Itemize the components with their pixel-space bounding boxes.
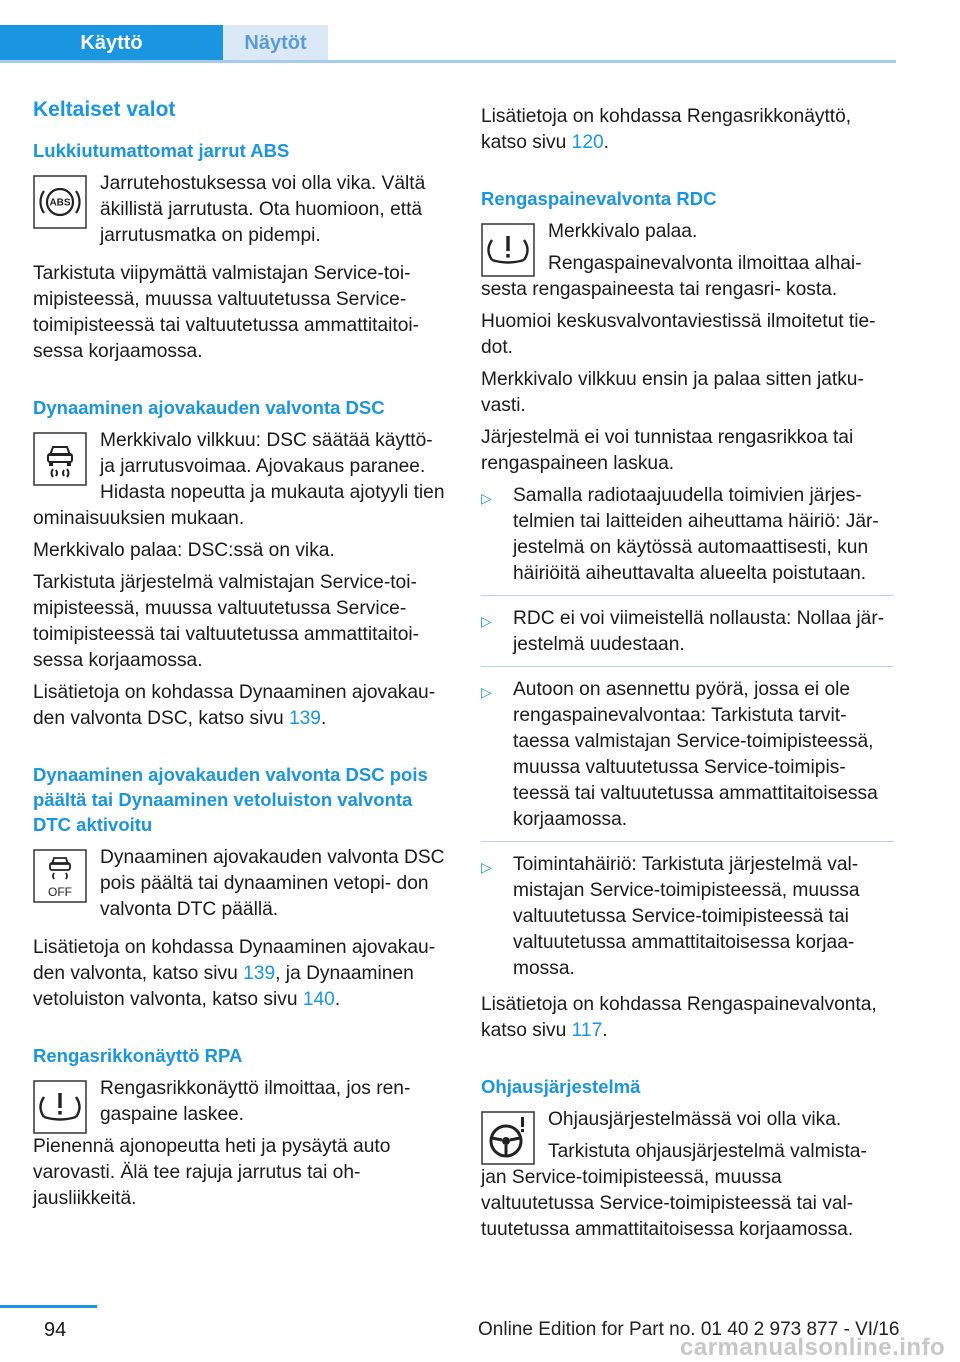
tab-kaytto[interactable]: Käyttö: [0, 25, 223, 61]
rpa-text: Rengasrikkonäyttö ilmoittaa, jos ren- gaspaine laskee.: [100, 1078, 411, 1125]
abs-service-text: Tarkistuta viipymättä valmistajan Service-toi- mipisteessä, muussa valtuutetussa Service- toimipisteessä tai valtuutetussa ammattitaitoi- sessa korjaamossa.: [33, 263, 420, 362]
header-divider: [0, 60, 896, 63]
svg-text:OFF: OFF: [48, 885, 72, 899]
dsc-off-warning: [33, 845, 446, 929]
rdc-text-3: Huomioi keskusvalvontaviestissä ilmoitetut tie- dot.: [481, 311, 876, 358]
dsc-off-text: Dynaaminen ajovakauden valvonta DSC pois päältä tai dynaaminen vetopi- don valvonta DTC päällä.: [100, 847, 445, 920]
list-item: ▷ Autoon on asennettu pyörä, jossa ei ole rengaspainevalvontaa: Tarkistuta tarvit- taessa valmistajan Service-toimipisteessä, muussa valtuutetussa Service-toimipis- teessä tai valtuutetussa ammattitaitoisessa korjaamossa.: [481, 677, 894, 842]
abs-heading: Lukkiutumattomat jarrut ABS: [33, 140, 290, 161]
rdc-heading: Rengaspainevalvonta RDC: [481, 188, 717, 209]
dsc-heading: Dynaaminen ajovakauden valvonta DSC: [33, 397, 385, 418]
dsc-off-more-info: Lisätietoja on kohdassa Dynaaminen ajovakau- den valvonta, katso sivu 139, ja Dynaaminen vetoluiston valvonta, katso sivu 140.: [33, 937, 436, 1010]
rpa-action-text: Pienennä ajonopeutta heti ja pysäytä auto varovasti. Älä tee rajuja jarrutus tai oh- jausliikkeitä.: [33, 1136, 391, 1209]
rdc-text-5: Järjestelmä ei voi tunnistaa rengasrikkoa tai rengaspaineen laskua.: [481, 427, 854, 474]
abs-warning-icon: [33, 175, 87, 229]
left-column: [33, 96, 446, 1218]
rdc-more-info: Lisätietoja on kohdassa Rengaspainevalvonta, katso sivu 117.: [481, 994, 877, 1041]
list-item: ▷ Toimintahäiriö: Tarkistuta järjestelmä val- mistajan Service-toimipisteessä, muussa valtuutetussa Service-toimipisteessä tai valtuutetussa ammattitaitoisessa korjaa- mossa.: [481, 854, 860, 979]
page-link-117[interactable]: 117: [571, 1020, 603, 1041]
page-link-120[interactable]: 120: [571, 132, 604, 153]
edition-text: Online Edition for Part no. 01 40 2 973 877 - VI/16: [478, 1319, 900, 1340]
tire-pressure-icon: [481, 223, 535, 277]
page-link-139[interactable]: 139: [243, 963, 276, 984]
header-tabs: [0, 25, 328, 61]
list-item: ▷ RDC ei voi viimeistellä nollausta: Nollaa jär- jestelmä uudestaan.: [481, 606, 894, 667]
abs-warning: [33, 171, 446, 255]
svg-text:ABS: ABS: [49, 197, 71, 209]
dsc-off-icon: [33, 849, 87, 903]
rdc-warning: [481, 219, 894, 303]
dsc-off-heading: Dynaaminen ajovakauden valvonta DSC pois päältä tai Dynaaminen vetoluiston valvonta DTC aktivoitu: [33, 764, 428, 835]
dsc-service-text: Tarkistuta järjestelmä valmistajan Service-toi- mipisteessä, muussa valtuutetussa Service- toimipisteessä tai valtuutetussa ammattitaitoi- sessa korjaamossa.: [33, 572, 420, 671]
page-number: 94: [44, 1319, 67, 1341]
tire-pressure-icon: [33, 1080, 87, 1134]
dsc-warning-icon: [33, 432, 87, 486]
right-column: [481, 104, 894, 1249]
page-link-140[interactable]: 140: [302, 989, 335, 1010]
dsc-fault-text: Merkkivalo palaa: DSC:ssä on vika.: [33, 540, 335, 561]
steering-text-1: Ohjausjärjestelmässä voi olla vika.: [548, 1109, 842, 1130]
watermark: carmanualsonline.info: [680, 1334, 946, 1361]
rdc-text-1: Merkkivalo palaa.: [548, 221, 698, 242]
page-link-139[interactable]: 139: [288, 708, 321, 729]
steering-warning: [481, 1107, 894, 1243]
rpa-heading: Rengasrikkonäyttö RPA: [33, 1045, 243, 1066]
tab-naytot[interactable]: Näytöt: [223, 25, 328, 61]
section-title: Keltaiset valot: [33, 98, 176, 121]
dsc-more-info: Lisätietoja on kohdassa Dynaaminen ajovakau- den valvonta DSC, katso sivu 139.: [33, 682, 436, 729]
rpa-warning: [33, 1076, 446, 1134]
dsc-warning: [33, 428, 446, 532]
rpa-more-info: Lisätietoja on kohdassa Rengasrikkonäyttö, katso sivu 120.: [481, 106, 852, 153]
steering-text-2: Tarkistuta ohjausjärjestelmä valmista- jan Service-toimipisteessä, muussa valtuutetussa Service-toimipisteessä tai val- tuutetussa ammattitaitoisessa korjaamossa.: [481, 1141, 867, 1240]
abs-text: Jarrutehostuksessa voi olla vika. Vältä äkillistä jarrutusta. Ota huomioon, että jarrutusmatka on pidempi.: [100, 173, 426, 246]
footer-line: [0, 1305, 97, 1308]
rdc-bullet-list: [481, 483, 894, 982]
dsc-text: Merkkivalo vilkkuu: DSC säätää käyttö- ja jarrutusvoimaa. Ajovakaus paranee. Hidasta nopeutta ja mukauta ajotyyli tien ominaisuuksien mukaan.: [33, 430, 445, 529]
rdc-text-2: Rengaspainevalvonta ilmoittaa alhai- sesta rengaspaineesta tai rengasri- kosta.: [481, 253, 862, 300]
steering-wheel-icon: [481, 1111, 535, 1165]
rdc-text-4: Merkkivalo vilkkuu ensin ja palaa sitten jatku- vasti.: [481, 369, 864, 416]
list-item: ▷ Samalla radiotaajuudella toimivien järjes- telmien tai laitteiden aiheuttama häiriö: Jär- jestelmä on käytössä automaattisesti, kun häiriöitä aiheuttavalta alueelta poistutaan.: [481, 483, 894, 596]
steering-heading: Ohjausjärjestelmä: [481, 1076, 641, 1097]
